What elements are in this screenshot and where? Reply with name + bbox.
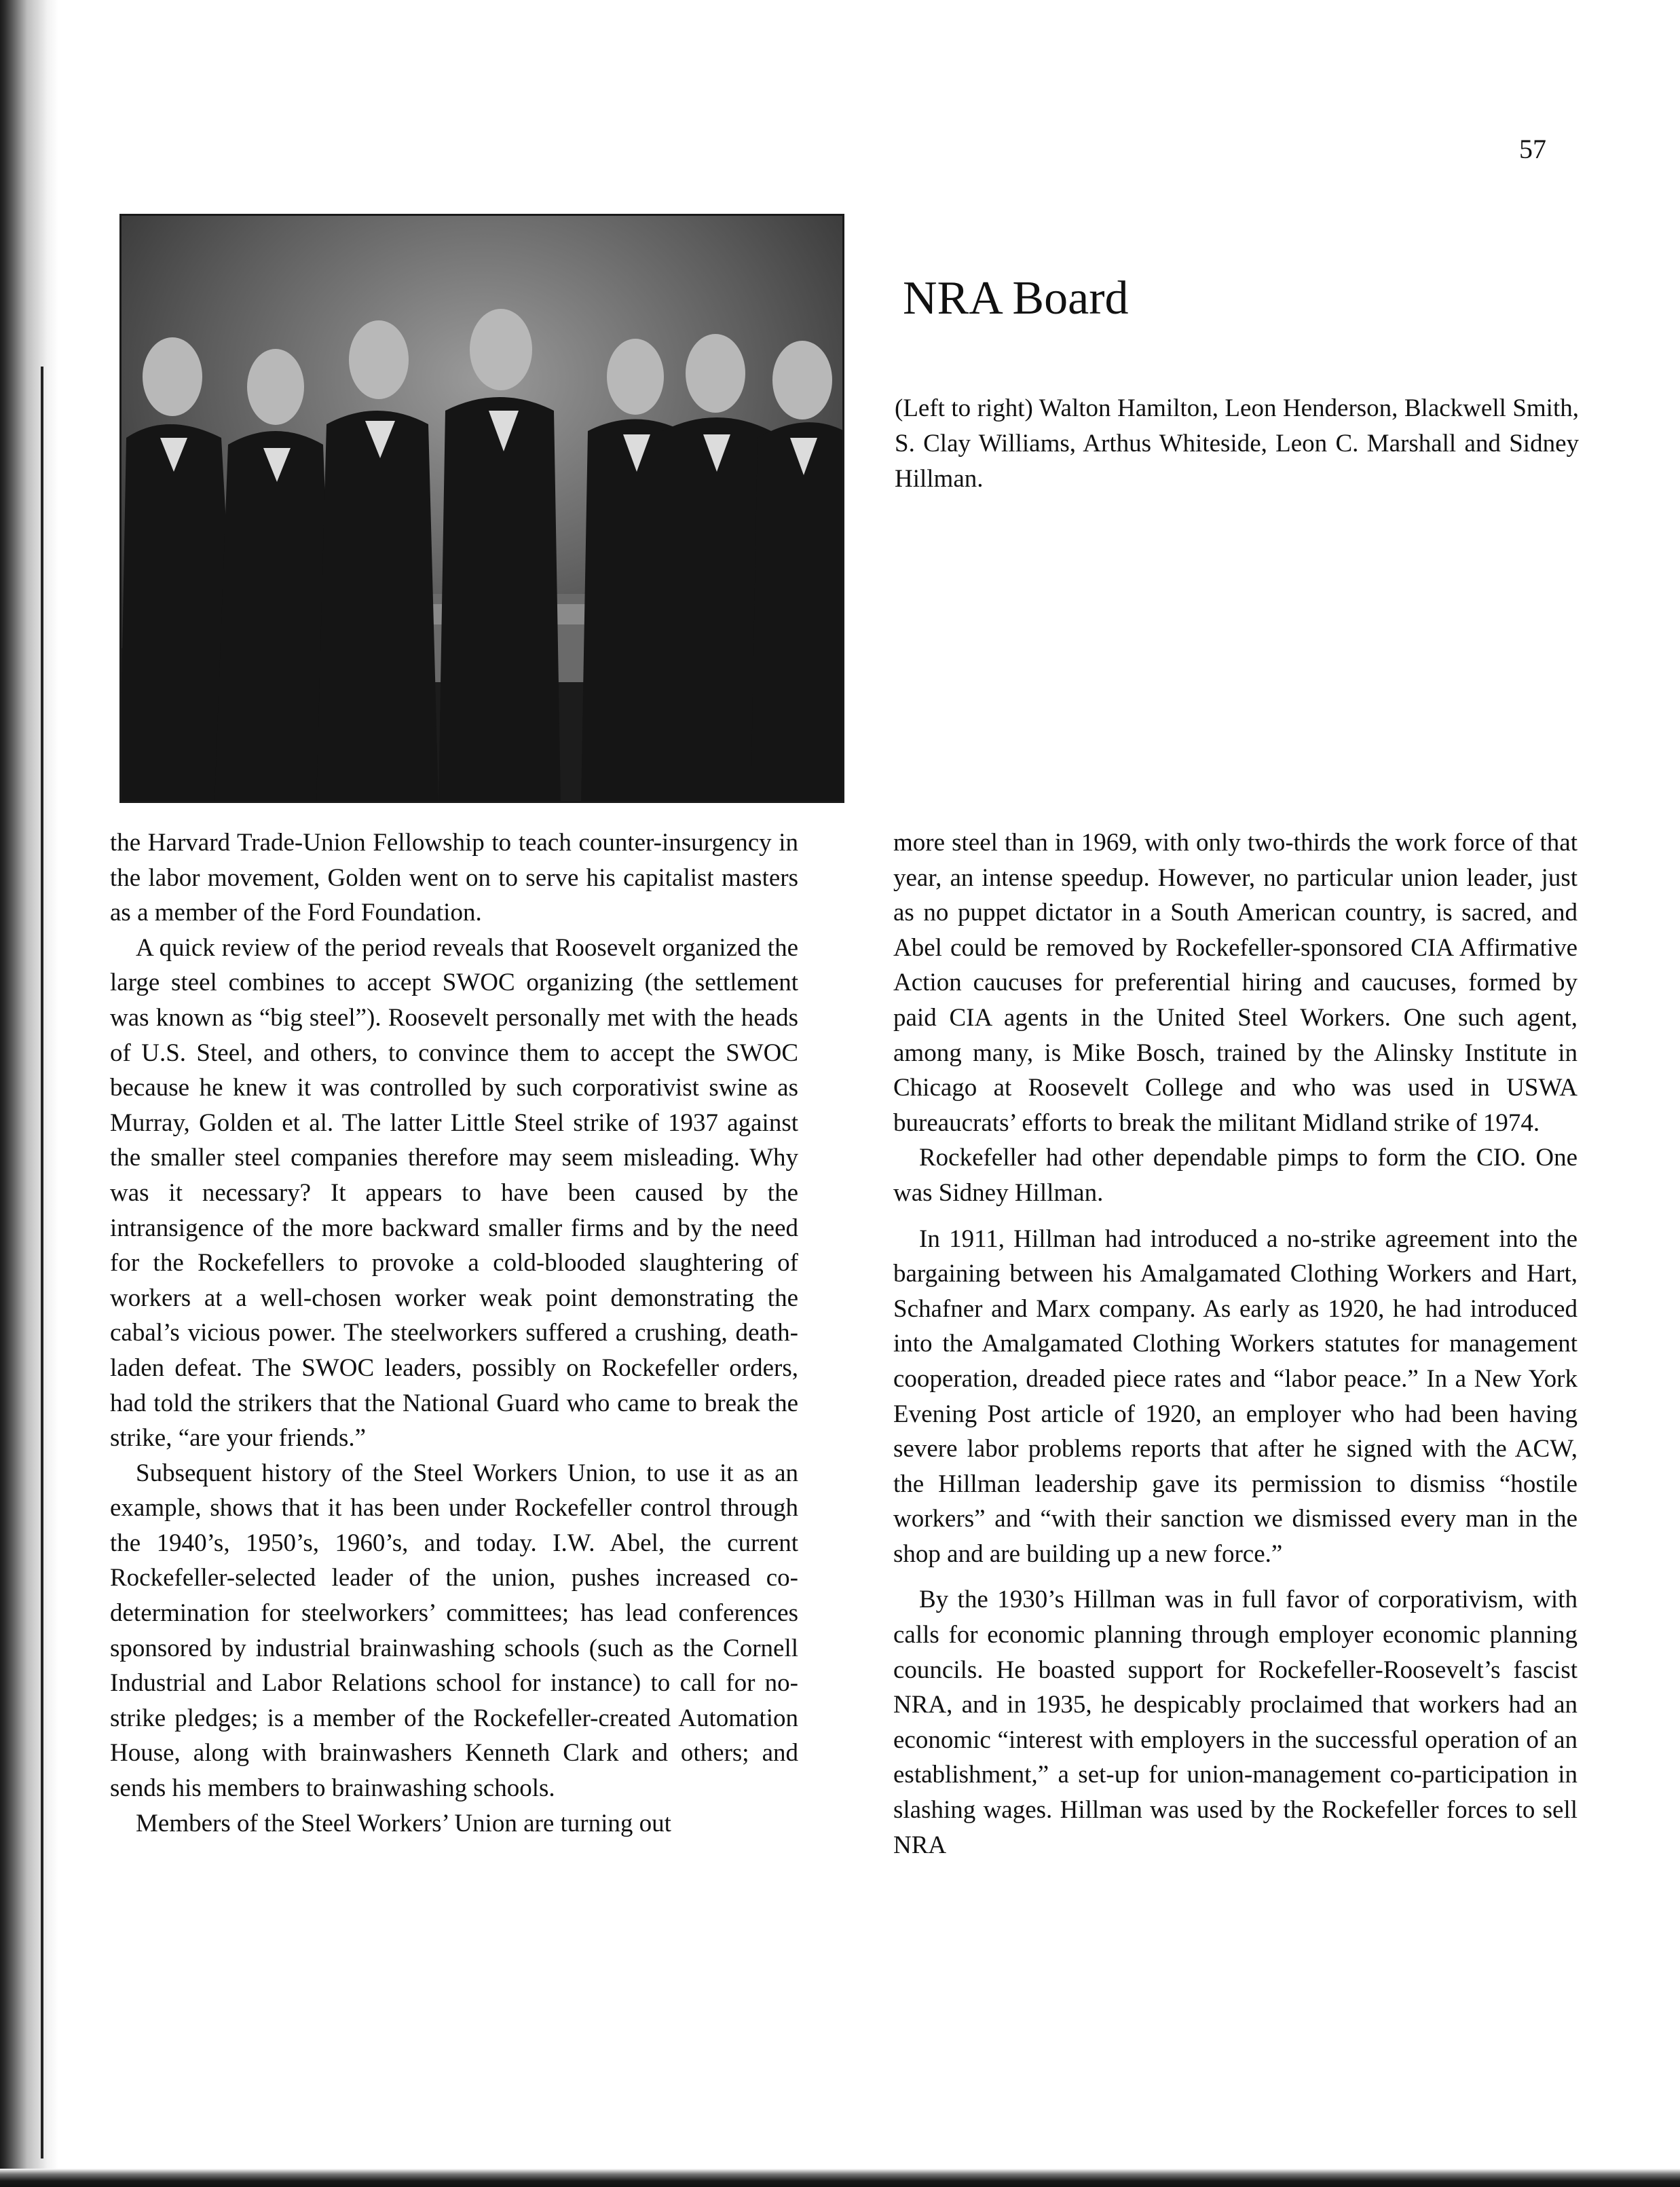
page-number: 57 — [1519, 134, 1546, 164]
paragraph: In 1911, Hillman had introduced a no-strike agreement into the bargaining between his Amalgamated Clothing Workers and Hart, Schafner and Marx company. As early as 1920, he had introduced into the Amalgamated Clothing Workers statutes for management cooperation, dreaded piece rates and “labor peace.” In a New York Evening Post article of 1920, an employer who had been having severe labor problems reports that after he signed with the ACW, the Hillman leadership gave its permission to dismiss “hostile workers” and “with their sanction we dismissed every man in the shop and are building up a new force.” — [893, 1225, 1578, 1568]
paragraph: By the 1930’s Hillman was in full favor of corporativism, with calls for economic planning through employer economic planning councils. He boasted support for Rockefeller-Roosevelt’s fascist NRA, and in 1935, he despicably proclaimed that workers had an economic “interest with employers in the successful operation of an establishment,” a set-up for union-management co-participation in slashing wages. Hillman was used by the Rockefeller forces to sell NRA — [893, 1586, 1578, 1859]
scan-bottom-edge — [0, 2169, 1680, 2187]
binding-line — [41, 367, 43, 2158]
figure-title: NRA Board — [903, 272, 1129, 324]
paragraph: Subsequent history of the Steel Workers Union, to use it as an example, shows that it has been under Rockefeller control through the 1940’s, 1950’s, 1960’s, and today. I.W. Abel, the current Rockefeller-selected leader of the union, pushes increased co-determination for steelworkers’ committees; has lead conferences sponsored by industrial brainwashing schools (such as the Cornell Industrial and Labor Relations school for instance) to call for no-strike pledges; is a member of the Rockefeller-created Automation House, along with brainwashers Kenneth Clark and others; and sends his members to brainwashing schools. — [110, 1459, 798, 1803]
paragraph: A quick review of the period reveals that Roosevelt organized the large steel combines to accept SWOC organizing (the settlement was known as “big steel”). Roosevelt personally met with the heads of U.S. Steel, and others, to convince them to accept the SWOC because he knew it was controlled by such corporativist swine as Murray, Golden et al. The latter Little Steel strike of 1937 against the smaller steel companies therefore may seem misleading. Why was it necessary? It appears to have been caused by the intransigence of the more backward smaller firms and by the need for the Rockefellers to provoke a cold-blooded slaughtering of workers at a well-chosen worker weak point demonstrating the cabal’s vicious power. The steelworkers suffered a crushing, death-laden defeat. The SWOC leaders, possibly on Rockefeller orders, had told the strikers that the National Guard who came to break the strike, “are your friends.” — [110, 933, 798, 1453]
left-column — [110, 825, 798, 1841]
group-photo-icon — [119, 214, 844, 803]
right-column — [893, 825, 1578, 1863]
paragraph: the Harvard Trade-Union Fellowship to teach counter-insurgency in the labor movement, Golden went on to serve his capitalist masters as a member of the Ford Foundation. — [110, 829, 798, 927]
figure-caption: (Left to right) Walton Hamilton, Leon Henderson, Blackwell Smith, S. Clay Williams, Arthus Whiteside, Leon C. Marshall and Sidney Hillman. — [895, 394, 1579, 493]
scan-left-edge — [0, 0, 58, 2187]
paragraph: Rockefeller had other dependable pimps to form the CIO. One was Sidney Hillman. — [893, 1144, 1578, 1207]
paragraph: more steel than in 1969, with only two-thirds the work force of that year, an intense speedup. However, no particular union leader, just as no puppet dictator in a South American country, is sacred, and Abel could be removed by Rockefeller-sponsored CIA Affirmative Action caucuses for preferential hiring and caucuses, formed by paid CIA agents in the United Steel Workers. One such agent, among many, is Mike Bosch, trained by the Alinsky Institute in Chicago at Roosevelt College and who was used in USWA bureaucrats’ efforts to break the militant Midland strike of 1974. — [893, 829, 1578, 1137]
paragraph: Members of the Steel Workers’ Union are turning out — [136, 1809, 671, 1837]
group-photo — [119, 214, 844, 803]
